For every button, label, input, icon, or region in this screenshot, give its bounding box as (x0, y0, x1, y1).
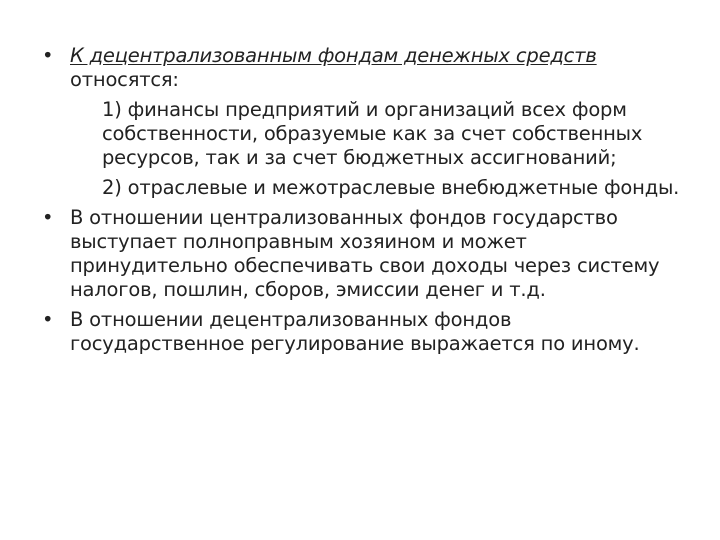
bullet-text: относятся: (70, 68, 179, 91)
emphasized-term: К децентрализованным фондам денежных средств (70, 44, 597, 67)
bullet-marker: • (42, 308, 54, 331)
sub-item: 2) отраслевые и межотраслевые внебюджетные фонды. (102, 176, 680, 199)
slide-body (40, 44, 680, 362)
bullet-text: В отношении децентрализованных фондов государственное регулирование выражается по иному. (70, 308, 640, 355)
bullet-marker: • (42, 44, 54, 67)
sub-item: 1) финансы предприятий и организаций всех форм собственности, образуемые как за счет собственных ресурсов, так и за счет бюджетных ассигнований; (102, 98, 643, 169)
bullet-item (40, 206, 680, 302)
bullet-marker: • (42, 206, 54, 229)
bullet-item (40, 44, 680, 200)
bullet-text: В отношении централизованных фондов государство выступает полноправным хозяином и может принудительно обеспечивать свои доходы через систему налогов, пошлин, сборов, эмиссии денег и т.д. (70, 206, 660, 301)
bullet-item (40, 308, 680, 356)
